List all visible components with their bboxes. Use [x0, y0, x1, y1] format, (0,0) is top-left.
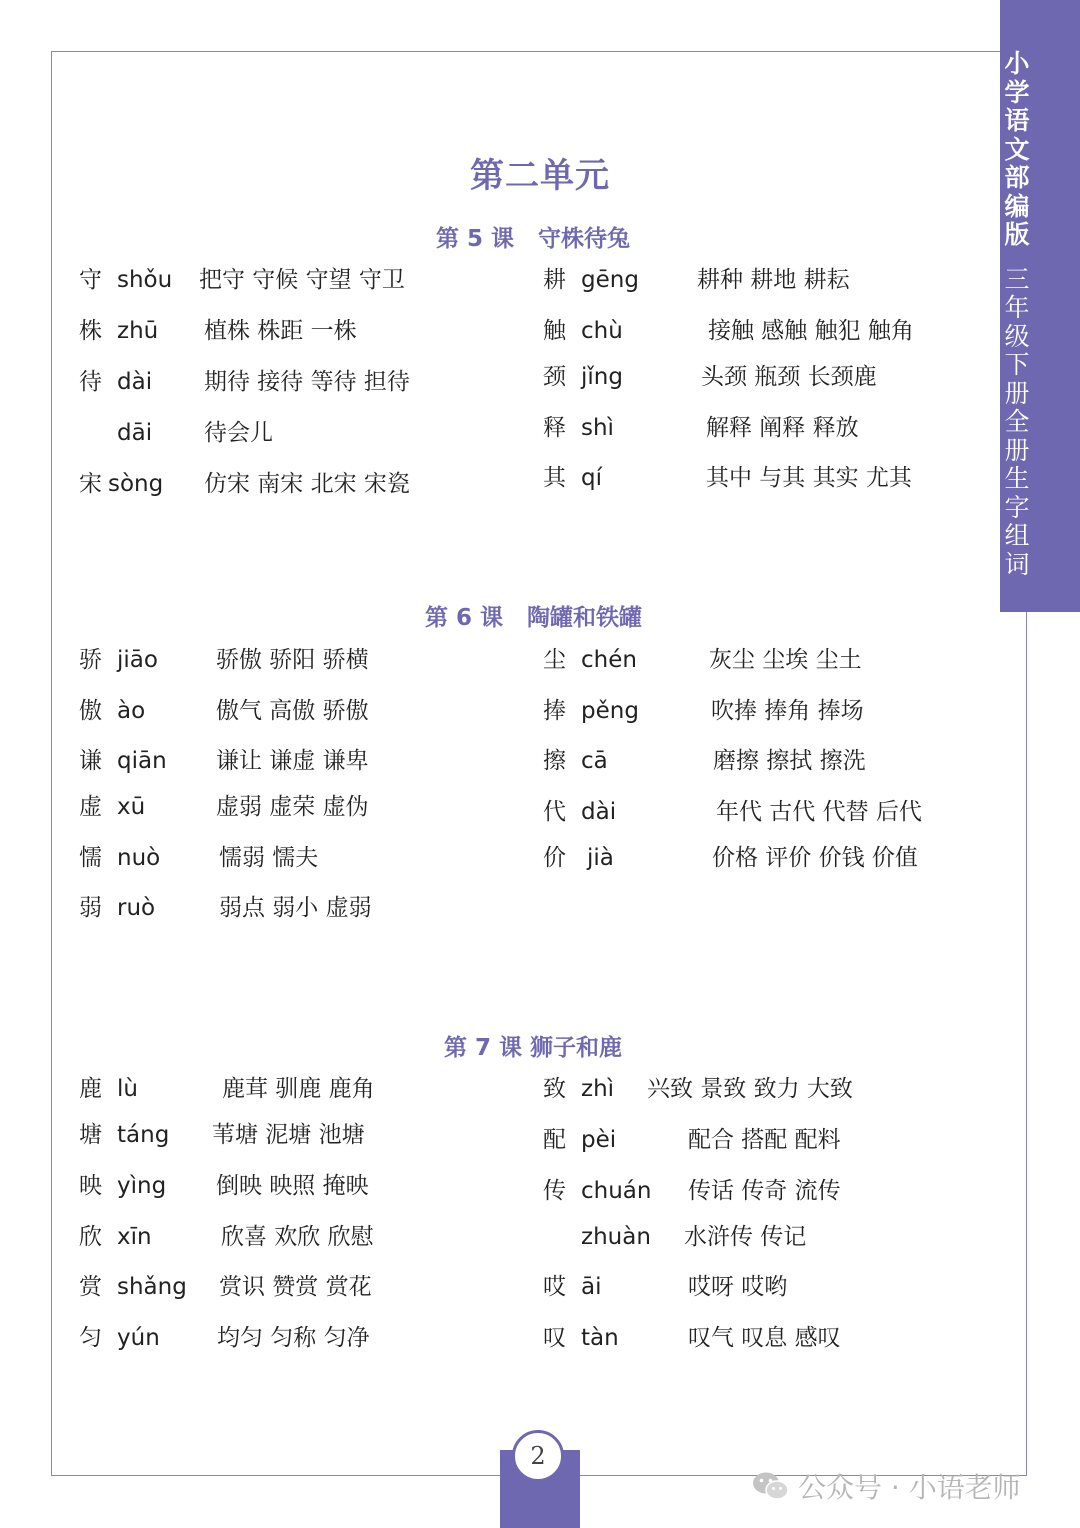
entry-char: 擦 [543, 748, 566, 774]
entry-char: 骄 [79, 647, 102, 673]
entry-words: 欣喜 欢欣 欣慰 [221, 1224, 374, 1250]
entry-char: 守 [79, 267, 102, 293]
entry-words: 赏识 赞赏 赏花 [219, 1274, 372, 1300]
entry-char: 耕 [543, 267, 566, 293]
entry-pinyin: jià [587, 845, 614, 871]
entry-pinyin: nuò [117, 845, 161, 871]
entry-pinyin: táng [117, 1122, 170, 1148]
entry-pinyin: shǒu [117, 267, 173, 293]
entry-words: 配合 搭配 配料 [688, 1127, 841, 1153]
entry-pinyin: shǎng [117, 1274, 187, 1300]
entry-words: 兴致 景致 致力 大致 [647, 1076, 853, 1102]
entry-words: 仿宋 南宋 北宋 宋瓷 [204, 471, 410, 497]
entry-char: 致 [543, 1076, 566, 1102]
entry-pinyin: tàn [581, 1325, 619, 1351]
entry-words: 苇塘 泥塘 池塘 [212, 1122, 365, 1148]
entry-char: 匀 [79, 1325, 102, 1351]
entry-words: 灰尘 尘埃 尘土 [709, 647, 862, 673]
entry-words: 价格 评价 价钱 价值 [712, 845, 918, 871]
entry-words: 虚弱 虚荣 虚伪 [216, 794, 369, 820]
entry-pinyin: yún [117, 1325, 160, 1351]
entry-pinyin: ào [117, 698, 146, 724]
entry-pinyin: dài [117, 369, 153, 395]
entry-pinyin: cā [581, 748, 608, 774]
entry-words: 期待 接待 等待 担待 [204, 369, 410, 395]
entry-pinyin: qí [581, 465, 602, 491]
entry-words: 传话 传奇 流传 [688, 1178, 841, 1204]
entry-pinyin: chuán [581, 1178, 652, 1204]
entry-char: 价 [543, 845, 566, 871]
entry-char: 代 [543, 799, 566, 825]
entry-char: 塘 [79, 1122, 102, 1148]
side-tab-subtitle: 三年级下册 全册生字组词 [1004, 264, 1030, 579]
entry-pinyin: zhū [117, 318, 159, 344]
entry-char: 尘 [543, 647, 566, 673]
entry-words: 解释 阐释 释放 [706, 415, 859, 441]
entry-words: 鹿茸 驯鹿 鹿角 [222, 1076, 375, 1102]
entry-pinyin: zhuàn [581, 1224, 651, 1250]
entry-words: 把守 守候 守望 守卫 [199, 267, 405, 293]
entry-pinyin: shì [581, 415, 614, 441]
page-number: 2 [512, 1430, 564, 1482]
entry-pinyin: pèi [581, 1127, 617, 1153]
entry-char: 其 [543, 465, 566, 491]
entry-words: 哎呀 哎哟 [688, 1274, 788, 1300]
entry-words: 年代 古代 代替 后代 [716, 799, 922, 825]
entry-char: 捧 [543, 698, 566, 724]
entry-char: 赏 [79, 1274, 102, 1300]
entry-words: 吹捧 捧角 捧场 [711, 698, 864, 724]
entry-words: 待会儿 [204, 420, 273, 446]
entry-char: 株 [79, 318, 102, 344]
entry-pinyin: xū [117, 794, 146, 820]
entry-char: 映 [79, 1173, 102, 1199]
entry-pinyin: sòng [108, 471, 164, 497]
entry-char: 鹿 [79, 1076, 102, 1102]
entry-pinyin: gēng [581, 267, 639, 293]
entry-words: 傲气 高傲 骄傲 [216, 698, 369, 724]
entry-pinyin: chén [581, 647, 637, 673]
side-tab-text [1002, 50, 1032, 579]
entry-pinyin: xīn [117, 1224, 152, 1250]
entry-pinyin: dāi [117, 420, 153, 446]
entry-pinyin: ruò [117, 895, 156, 921]
entry-char: 哎 [543, 1274, 566, 1300]
lesson-title: 第 7 课 狮子和鹿 [444, 1035, 623, 1061]
entry-pinyin: qiān [117, 748, 167, 774]
entry-words: 水浒传 传记 [684, 1224, 807, 1250]
lesson-title: 第 6 课 陶罐和铁罐 [425, 605, 643, 631]
entry-pinyin: zhì [581, 1076, 615, 1102]
entry-pinyin: dài [581, 799, 617, 825]
entry-char: 触 [543, 318, 566, 344]
entry-char: 传 [543, 1178, 566, 1204]
wechat-icon [752, 1471, 790, 1501]
entry-pinyin: āi [581, 1274, 602, 1300]
entry-char: 颈 [543, 364, 566, 390]
watermark-text: 公众号 · 小语老师 [798, 1471, 1021, 1504]
entry-words: 植株 株距 一株 [204, 318, 357, 344]
entry-words: 头颈 瓶颈 长颈鹿 [701, 364, 877, 390]
entry-char: 弱 [79, 895, 102, 921]
watermark [752, 1466, 1021, 1506]
entry-char: 宋 [79, 471, 102, 497]
entry-words: 谦让 谦虚 谦卑 [216, 748, 369, 774]
entry-words: 均匀 匀称 匀净 [217, 1325, 370, 1351]
entry-words: 懦弱 懦夫 [219, 845, 319, 871]
entry-pinyin: jǐng [581, 364, 623, 390]
entry-words: 耕种 耕地 耕耘 [697, 267, 850, 293]
entry-char: 傲 [79, 698, 102, 724]
entry-words: 倒映 映照 掩映 [216, 1173, 369, 1199]
entry-pinyin: chù [581, 318, 623, 344]
entry-words: 骄傲 骄阳 骄横 [216, 647, 369, 673]
entry-pinyin: pěng [581, 698, 639, 724]
entry-words: 叹气 叹息 感叹 [688, 1325, 841, 1351]
entry-pinyin: yìng [117, 1173, 167, 1199]
entry-char: 释 [543, 415, 566, 441]
entry-words: 磨擦 擦拭 擦洗 [713, 748, 866, 774]
page-frame [51, 51, 1027, 1476]
entry-char: 虚 [79, 794, 102, 820]
unit-title: 第二单元 [470, 156, 610, 196]
entry-words: 接触 感触 触犯 触角 [708, 318, 914, 344]
entry-char: 懦 [79, 845, 102, 871]
entry-char: 欣 [79, 1224, 102, 1250]
entry-words: 弱点 弱小 虚弱 [219, 895, 372, 921]
entry-char: 叹 [543, 1325, 566, 1351]
entry-char: 谦 [79, 748, 102, 774]
entry-pinyin: jiāo [117, 647, 158, 673]
entry-pinyin: lù [117, 1076, 138, 1102]
entry-char: 待 [79, 369, 102, 395]
side-tab-title: 小学语文部编版 [1004, 49, 1030, 249]
entry-words: 其中 与其 其实 尤其 [706, 465, 912, 491]
entry-char: 配 [543, 1127, 566, 1153]
lesson-title: 第 5 课 守株待兔 [436, 226, 631, 252]
